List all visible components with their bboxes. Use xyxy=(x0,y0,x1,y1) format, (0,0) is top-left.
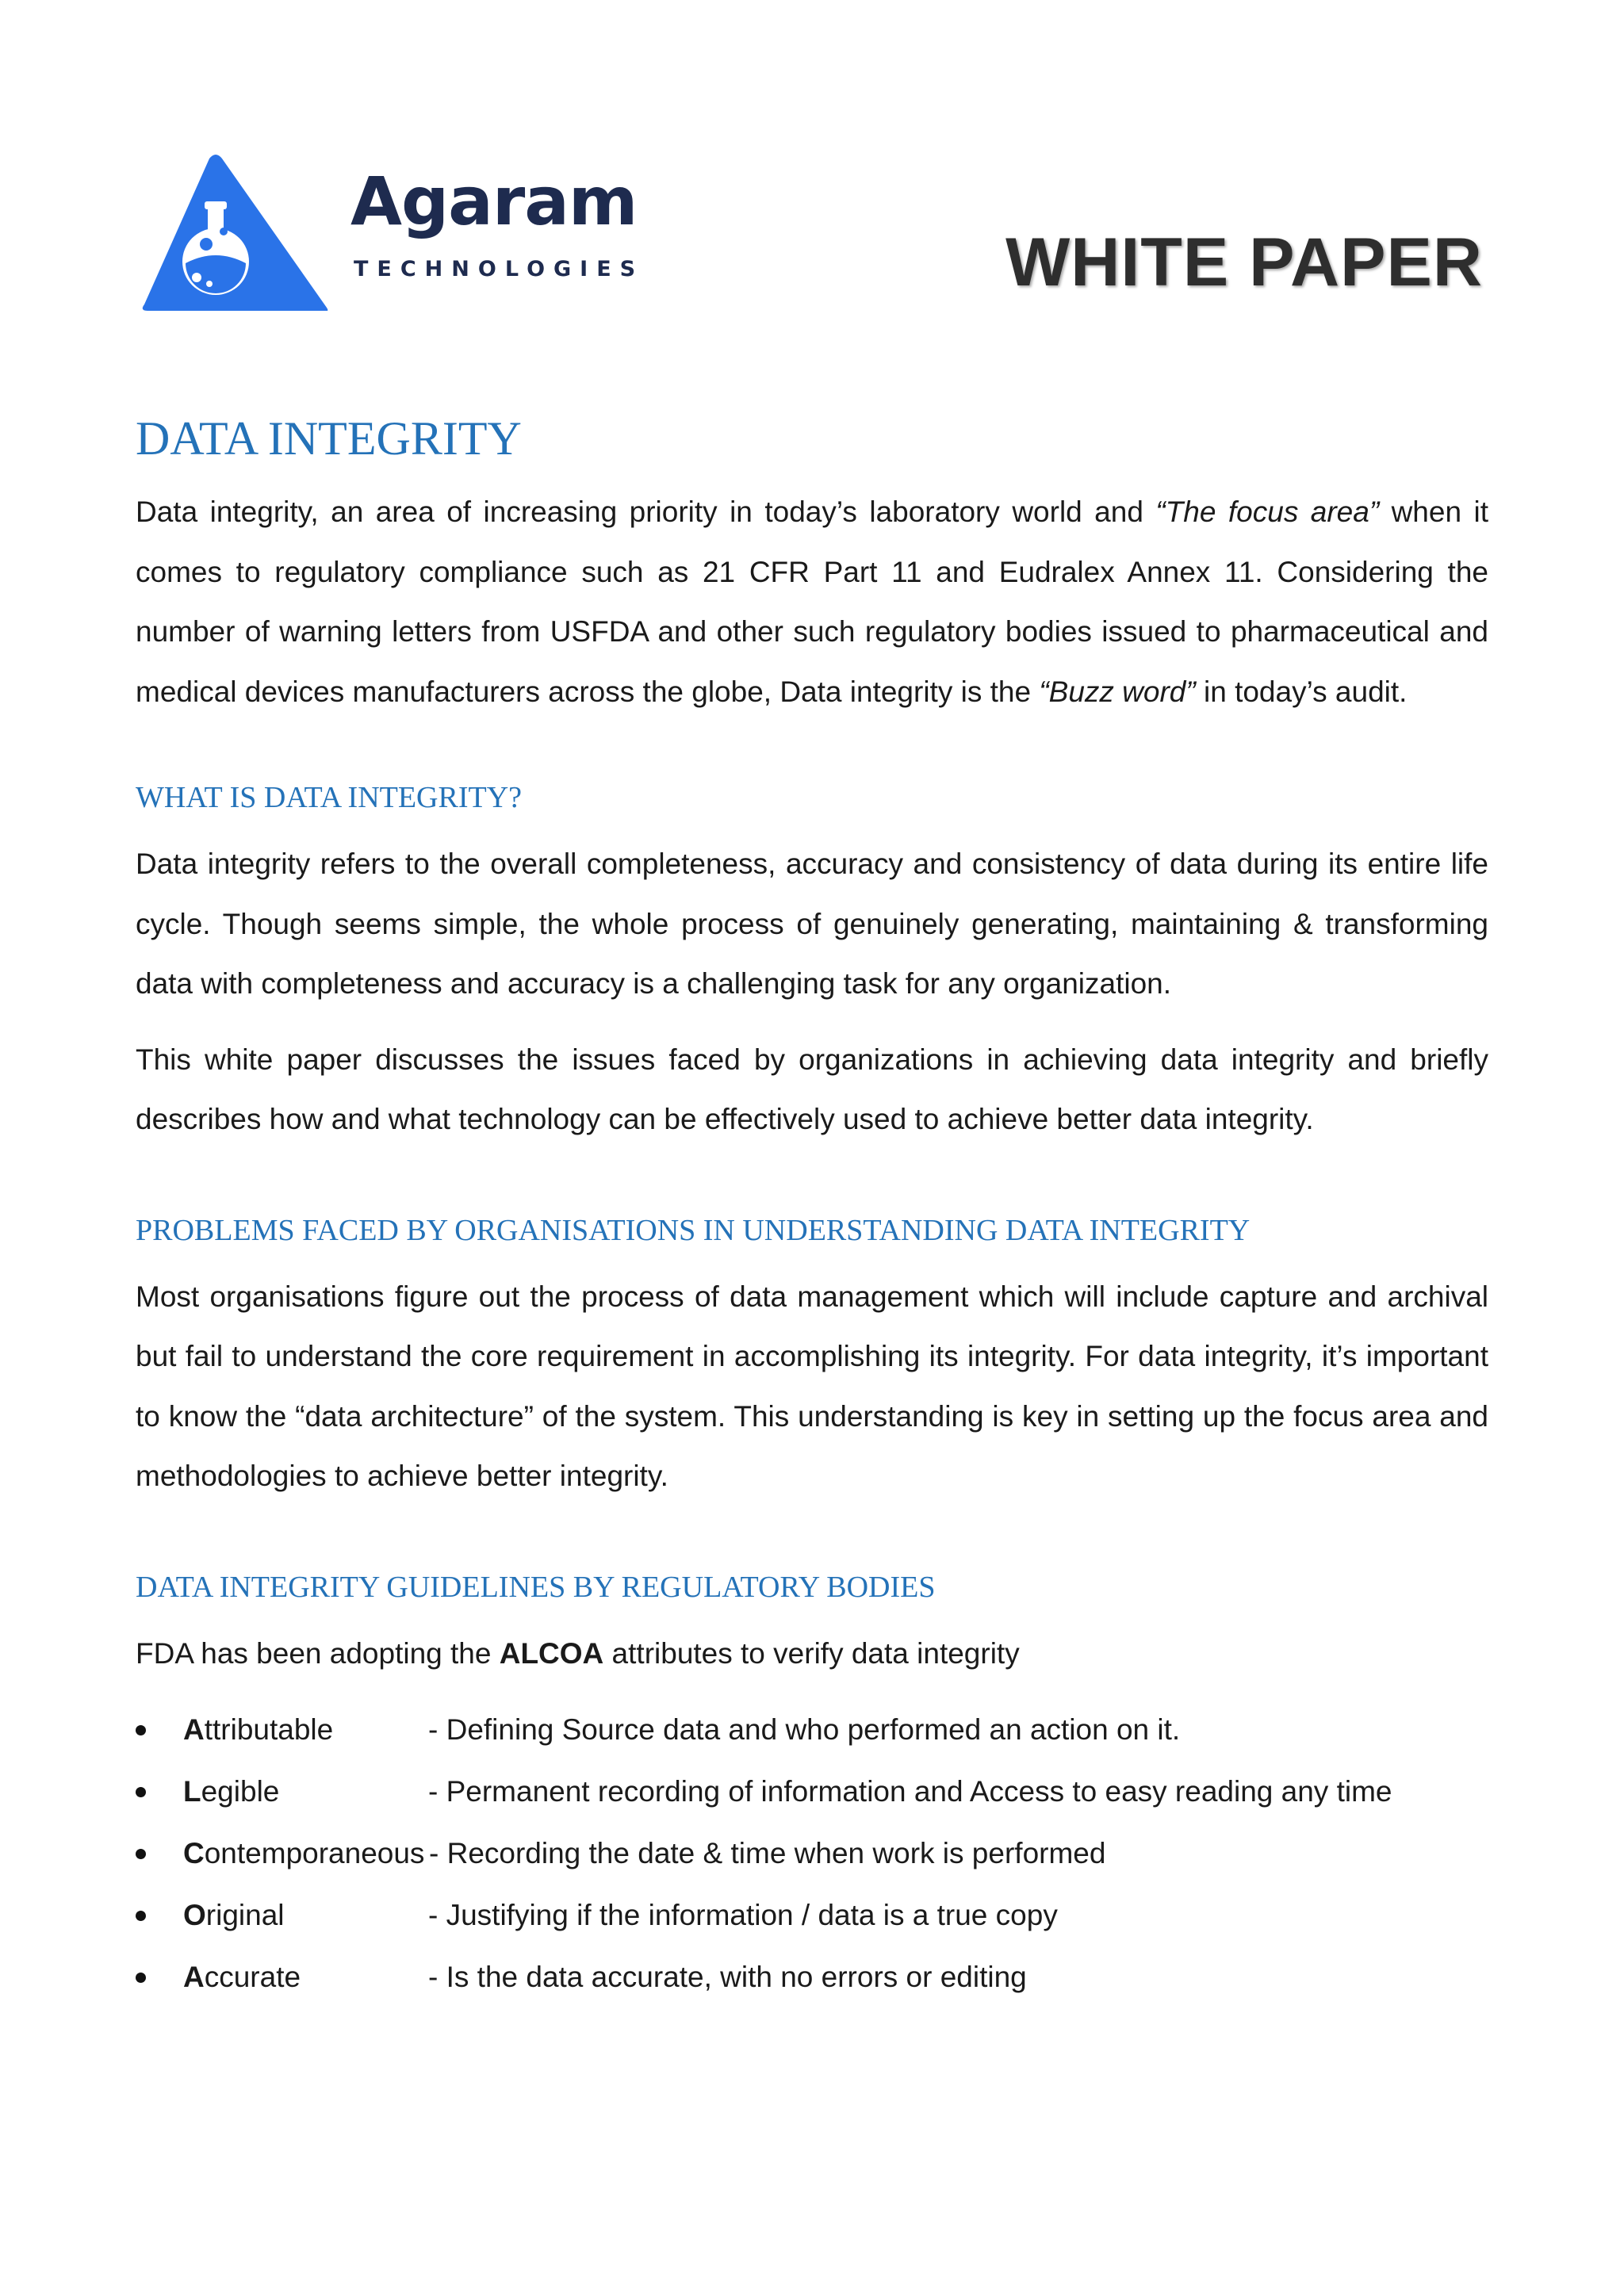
bullet-icon xyxy=(136,1787,146,1797)
problems-paragraph: Most organisations figure out the process of data management which will include capture and archival but fail to understand the core requirement in accomplishing its integrity. For data integrity, it’s important to know the “data architecture” of the system. This understanding is key in setting up the focus area and methodologies to achieve better integrity. xyxy=(136,1280,1488,1492)
section-heading-what-is: WHAT IS DATA INTEGRITY? xyxy=(136,781,523,814)
list-item xyxy=(136,1885,1488,1946)
alcoa-acronym: ALCOA xyxy=(499,1636,604,1670)
logo-tagline: TECHNOLOGIES xyxy=(354,257,645,281)
alcoa-term: Accurate xyxy=(183,1961,301,1993)
list-item xyxy=(136,1946,1488,2008)
alcoa-description: - Defining Source data and who performed an action on it. xyxy=(428,1713,1181,1746)
alcoa-description: - Permanent recording of information and Access to easy reading any time xyxy=(428,1775,1392,1808)
bullet-icon xyxy=(136,1911,146,1921)
alcoa-description: - Justifying if the information / data is a true copy xyxy=(428,1899,1058,1931)
what-is-paragraph-1: Data integrity refers to the overall completeness, accuracy and consistency of data during its entire life cycle. Though seems simple, the whole process of genuinely generating, maintaining & transforming data with completeness and accuracy is a challenging task for any organization. xyxy=(136,848,1488,1000)
alcoa-term: Original xyxy=(183,1899,285,1931)
guidelines-intro: FDA has been adopting the ALCOA attributes to verify data integrity xyxy=(136,1636,1020,1670)
alcoa-term: Attributable xyxy=(183,1713,334,1746)
list-item xyxy=(136,1823,1488,1885)
list-item xyxy=(136,1699,1488,1761)
alcoa-description: - Recording the date & time when work is performed xyxy=(429,1837,1106,1869)
alcoa-list xyxy=(136,1699,1488,2008)
intro-paragraph: Data integrity, an area of increasing priority in today’s laboratory world and “The focus area” when it comes to regulatory compliance such as 21 CFR Part 11 and Eudralex Annex 11. Considering the number of warning letters from USFDA and other such regulatory bodies issued to pharmaceutical and medical devices manufacturers across the globe, Data integrity is the “Buzz word” in today’s audit. xyxy=(136,496,1488,708)
alcoa-description: - Is the data accurate, with no errors or editing xyxy=(428,1961,1027,1993)
section-heading-problems: PROBLEMS FACED BY ORGANISATIONS IN UNDERSTANDING DATA INTEGRITY xyxy=(136,1213,1251,1247)
logo-wordmark: Agaram xyxy=(350,163,638,240)
alcoa-term: Contemporaneous xyxy=(183,1837,425,1869)
section-heading-guidelines: DATA INTEGRITY GUIDELINES BY REGULATORY BODIES xyxy=(136,1570,936,1604)
list-item xyxy=(136,1761,1488,1823)
bullet-icon xyxy=(136,1725,146,1735)
focus-area-emphasis: “The focus area” xyxy=(1155,496,1380,528)
bullet-icon xyxy=(136,1973,146,1983)
agaram-logo xyxy=(136,152,644,311)
buzz-word-emphasis: “Buzz word” xyxy=(1039,675,1196,708)
alcoa-term: Legible xyxy=(183,1775,280,1808)
page-title: DATA INTEGRITY xyxy=(136,412,522,465)
bullet-icon xyxy=(136,1849,146,1859)
flask-logo-icon xyxy=(136,152,335,311)
document-type-title: WHITE PAPER xyxy=(1005,224,1483,300)
document-body xyxy=(136,403,1488,2008)
what-is-paragraph-2: This white paper discusses the issues faced by organizations in achieving data integrity and briefly describes how and what technology can be effectively used to achieve better data integrity. xyxy=(136,1043,1488,1135)
